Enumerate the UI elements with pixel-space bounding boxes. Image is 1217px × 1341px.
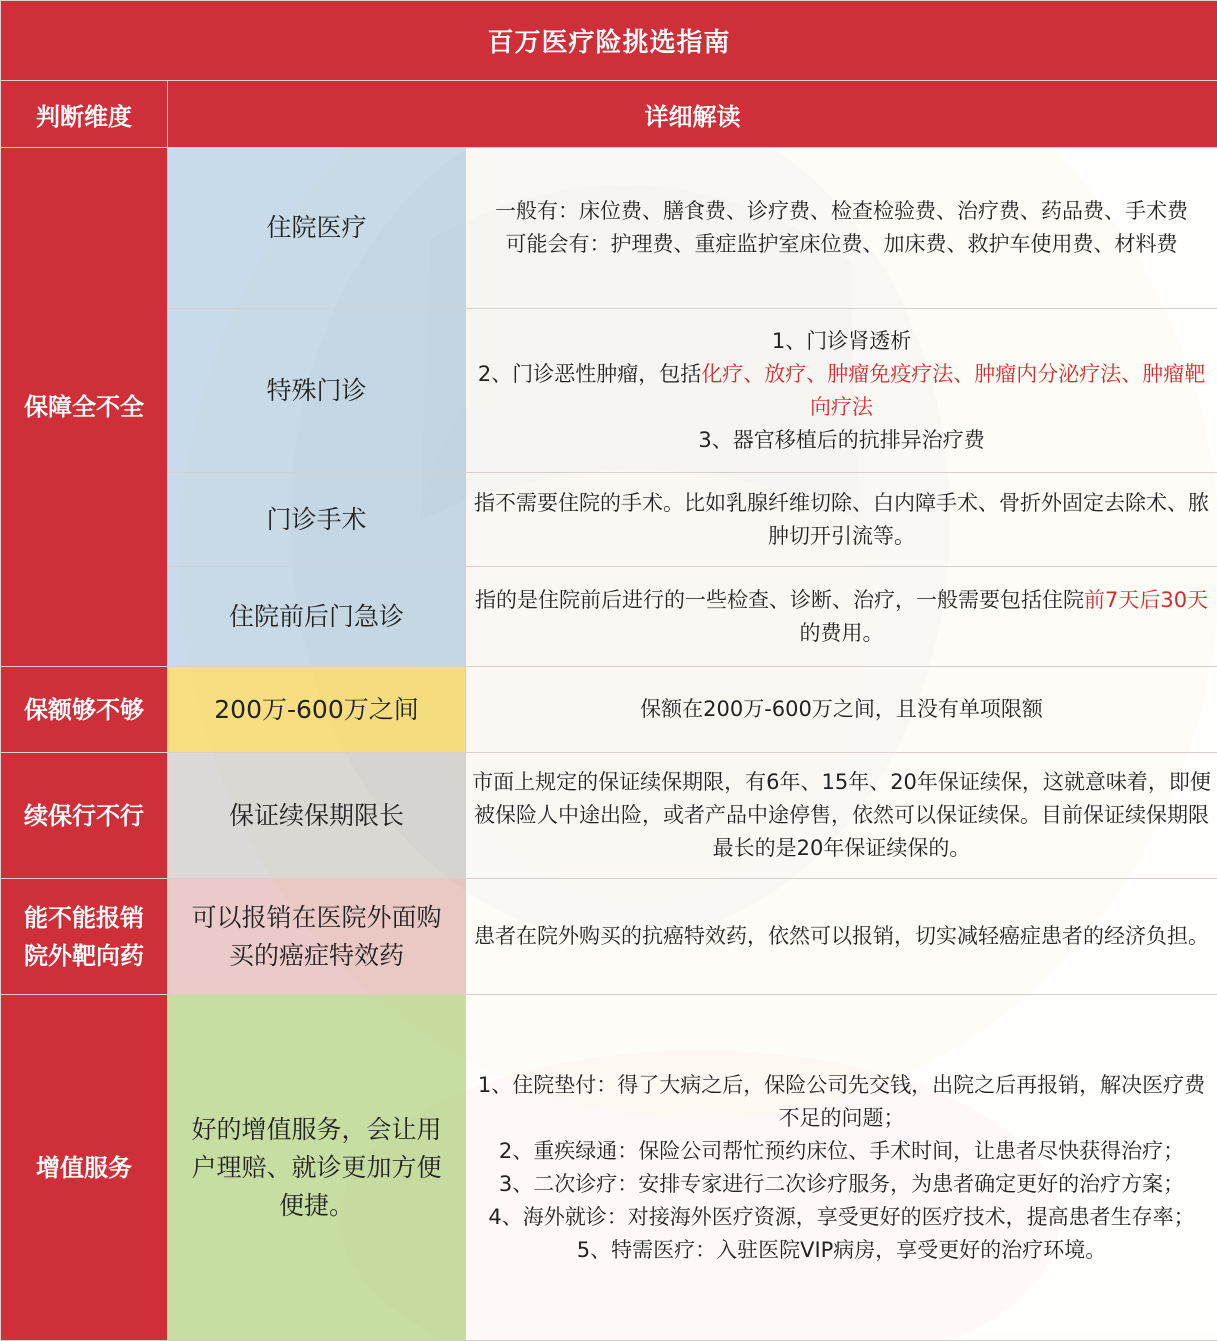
item-outpatient-surgery: 门诊手术: [168, 473, 466, 567]
detail-value-added: [466, 995, 1217, 1341]
dimension-coverage: 保障全不全: [1, 148, 168, 667]
service-item: 4、海外就诊：对接海外医疗资源，享受更好的医疗技术，提高患者生存率；: [472, 1201, 1211, 1234]
service-item: 5、特需医疗：入驻医院VIP病房，享受更好的治疗环境。: [472, 1234, 1211, 1267]
detail-pre-post-suffix: 的费用。: [800, 621, 884, 645]
item-drug-line1: 可以报销在医院外面购: [174, 899, 459, 937]
item-special-outpatient: 特殊门诊: [168, 309, 466, 473]
header-dimension: 判断维度: [1, 81, 168, 148]
detail-special-outpatient: [466, 309, 1217, 473]
detail-inpatient-line2: 可能会有：护理费、重症监护室床位费、加床费、救护车使用费、材料费: [472, 228, 1211, 261]
detail-special-line2-prefix: 2、门诊恶性肿瘤，包括: [478, 362, 701, 386]
item-renewal: 保证续保期限长: [168, 753, 466, 879]
dimension-drug-line1: 能不能报销: [7, 899, 161, 937]
service-item: 2、重疾绿通：保险公司帮忙预约床位、手术时间，让患者尽快获得治疗；: [472, 1135, 1211, 1168]
detail-special-line3: 3、器官移植后的抗排异治疗费: [472, 424, 1211, 457]
detail-drug: 患者在院外购买的抗癌特效药，依然可以报销，切实减轻癌症患者的经济负担。: [466, 879, 1217, 995]
item-drug-line2: 买的癌症特效药: [174, 937, 459, 975]
item-amount: 200万-600万之间: [168, 667, 466, 753]
item-value-added-line1: 好的增值服务，会让用: [174, 1111, 459, 1149]
detail-special-highlight: 化疗、放疗、肿瘤免疫疗法、肿瘤内分泌疗法、肿瘤靶向疗法: [701, 362, 1205, 419]
header-detail: 详细解读: [168, 81, 1217, 148]
dimension-renewal: 续保行不行: [1, 753, 168, 879]
item-value-added-line2: 户理赔、就诊更加方便: [174, 1149, 459, 1187]
service-item: 3、二次诊疗：安排专家进行二次诊疗服务，为患者确定更好的治疗方案；: [472, 1168, 1211, 1201]
detail-outpatient-surgery: 指不需要住院的手术。比如乳腺纤维切除、白内障手术、骨折外固定去除术、脓肿切开引流等。: [466, 473, 1217, 567]
item-inpatient: 住院医疗: [168, 148, 466, 309]
detail-pre-post-hospital: [466, 567, 1217, 667]
item-value-added-line3: 便捷。: [174, 1187, 459, 1225]
item-drug: [168, 879, 466, 995]
detail-pre-post-highlight: 前7天后30天: [1084, 588, 1208, 612]
detail-special-line1: 1、门诊肾透析: [472, 325, 1211, 358]
dimension-drug-line2: 院外靶向药: [7, 937, 161, 975]
detail-pre-post-prefix: 指的是住院前后进行的一些检查、诊断、治疗，一般需要包括住院: [475, 588, 1084, 612]
item-pre-post-hospital: 住院前后门急诊: [168, 567, 466, 667]
dimension-amount: 保额够不够: [1, 667, 168, 753]
detail-special-line2: [472, 358, 1211, 424]
dimension-drug: [1, 879, 168, 995]
detail-inpatient-line1: 一般有：床位费、膳食费、诊疗费、检查检验费、治疗费、药品费、手术费: [472, 195, 1211, 228]
detail-amount: 保额在200万-600万之间，且没有单项限额: [466, 667, 1217, 753]
dimension-value-added: 增值服务: [1, 995, 168, 1341]
service-item: 1、住院垫付：得了大病之后，保险公司先交钱，出院之后再报销，解决医疗费不足的问题；: [472, 1069, 1211, 1135]
detail-inpatient: [466, 148, 1217, 309]
detail-renewal: 市面上规定的保证续保期限，有6年、15年、20年保证续保，这就意味着，即便被保险人中途出险，或者产品中途停售，依然可以保证续保。目前保证续保期限最长的是20年保证续保的。: [466, 753, 1217, 879]
page-title: 百万医疗险挑选指南: [1, 1, 1217, 81]
item-value-added: [168, 995, 466, 1341]
